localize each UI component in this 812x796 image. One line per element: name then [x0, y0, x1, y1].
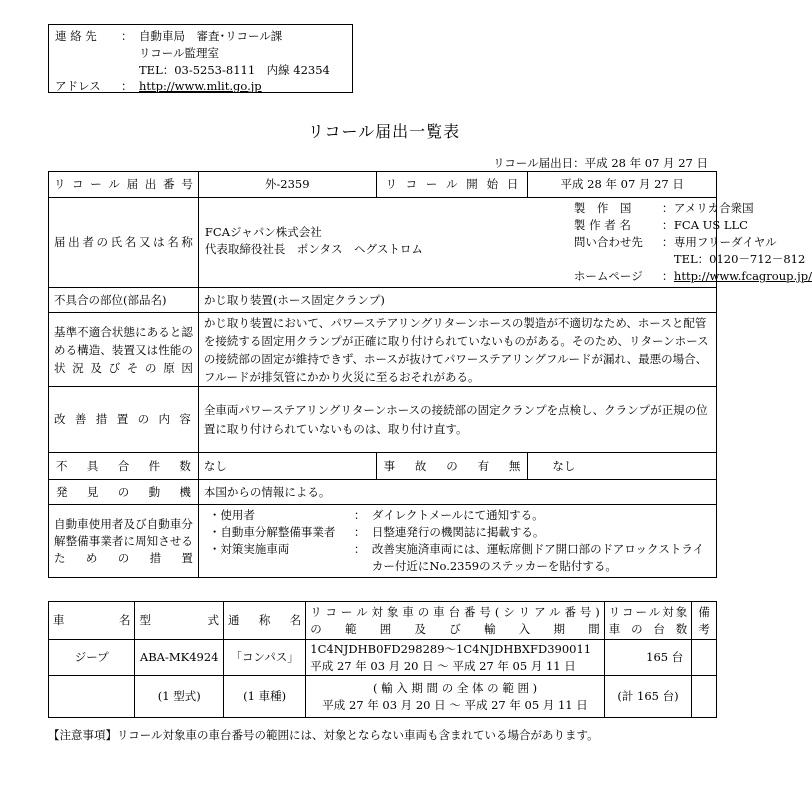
notice-text: 【注意事項】リコール対象車の車台番号の範囲には、対象とならない車両も含まれている場合があります。 — [48, 728, 599, 742]
discovery-label: 発見の動機 — [49, 480, 199, 505]
part-value: かじ取り装置(ホース固定クランプ) — [198, 288, 716, 313]
part-label: 不具合の部位(部品名) — [49, 288, 199, 313]
notify-key: ・対策実施車両 — [208, 542, 290, 556]
part-row — [49, 288, 717, 313]
number-row — [49, 172, 717, 198]
notify-key: ・自動車分解整備事業者 — [208, 525, 336, 539]
discovery-value: 本国からの情報による。 — [198, 480, 716, 505]
header-serial: リコール対象車の車台番号(シリアル番号) の 範 囲 及 び 輸 入 期 間 — [306, 602, 604, 640]
vehicle-model: ABA-MK4924 — [135, 640, 224, 676]
count-row — [49, 453, 717, 480]
notify-colon: ： — [353, 525, 366, 539]
country-label: 製 作 国 — [573, 201, 632, 215]
start-value: 平成 28 年 07 月 27 日 — [528, 172, 717, 198]
filing-date: リコール届出日：平成 28 年 07 月 27 日 — [493, 156, 708, 170]
homepage-colon: ： — [661, 269, 674, 283]
maker-info — [574, 200, 812, 285]
vehicle-row — [49, 640, 717, 676]
contact-tel: TEL：03-5253-8111 内線 42354 — [139, 63, 330, 77]
accident-value: なし — [528, 453, 717, 480]
number-value: 外-2359 — [198, 172, 376, 198]
total-range-cell — [306, 676, 604, 718]
header-common: 通 称 名 — [223, 602, 305, 640]
filer-company: FCAジャパン株式会社 — [204, 225, 322, 239]
address-label: アドレス — [55, 79, 101, 93]
total-remarks — [692, 676, 717, 718]
header-remarks: 備 考 — [692, 602, 717, 640]
inquiry-colon: ： — [661, 235, 674, 249]
notify-value: ダイレクトメールにて通知する。 — [371, 508, 544, 522]
maker-value: FCA US LLC — [673, 218, 748, 232]
maker-label: 製 作 者 名 — [573, 218, 631, 232]
contact-row — [55, 28, 282, 44]
number-label: リコール届出番号 — [49, 172, 199, 198]
inquiry-label: 問い合わせ先 — [573, 235, 643, 249]
notify-list — [209, 507, 711, 575]
total-range-label: ( 輸 入 期 間 の 全 体 の 範 囲 ) — [372, 680, 538, 695]
maker-colon: ： — [661, 218, 674, 232]
defect-count-value: なし — [198, 453, 376, 480]
contact-colon: ： — [121, 29, 133, 43]
vehicle-period: 平成 27 年 03 月 20 日 ～ 平成 27 年 05 月 11 日 — [310, 658, 576, 673]
mlit-link[interactable]: http://www.mlit.go.jp — [139, 79, 262, 93]
notify-row — [49, 505, 717, 578]
filer-rep: 代表取締役社長 ポンタス ヘグストロム — [204, 242, 423, 256]
header-count: リコール対象 車の台数 — [604, 602, 691, 640]
country-value: アメリカ合衆国 — [673, 201, 754, 215]
vehicle-common: 「コンパス」 — [223, 640, 305, 676]
notify-colon: ： — [353, 542, 366, 556]
header-model: 型 式 — [135, 602, 224, 640]
cause-label: 基準不適合状態にあると認める構造、装置又は性能の状況及びその原因 — [49, 313, 199, 387]
cause-row — [49, 313, 717, 387]
total-model: (1 型式) — [135, 676, 224, 718]
contact-office: リコール監理室 — [139, 46, 220, 60]
inquiry-value: 専用フリーダイヤル — [673, 235, 777, 249]
notify-value: 日整連発行の機関誌に掲載する。 — [371, 525, 545, 539]
country-colon: ： — [661, 201, 674, 215]
total-count: (計 165 台) — [604, 676, 691, 718]
header-name: 車 名 — [49, 602, 135, 640]
homepage-link[interactable]: http://www.fcagroup.jp/ — [673, 269, 812, 283]
address-colon: ： — [121, 79, 133, 93]
vehicle-table — [48, 601, 717, 718]
address-row — [55, 78, 262, 94]
total-row — [49, 676, 717, 718]
notify-colon: ： — [353, 508, 366, 522]
page-title: リコール届出一覧表 — [307, 122, 461, 141]
discovery-row — [49, 480, 717, 505]
filer-row — [49, 198, 717, 288]
notify-value: 改善実施済車両には、運転席側ドア開口部のドアロックストライカー付近にNo.2359のステッカーを貼付する。 — [371, 542, 705, 573]
vehicle-name: ジープ — [49, 640, 135, 676]
notify-label: 自動車使用者及び自動車分解整備事業者に周知させるための措置 — [49, 505, 199, 578]
vehicle-header-row — [49, 602, 717, 640]
total-period: 平成 27 年 03 月 20 日 ～ 平成 27 年 05 月 11 日 — [322, 697, 588, 712]
defect-count-label: 不具合件数 — [49, 453, 199, 480]
contact-dept: 自動車局 審査･リコール課 — [139, 29, 283, 43]
vehicle-count: 165 台 — [604, 640, 691, 676]
remedy-value: 全車両パワーステアリングリターンホースの接続部の固定クランプを点検し、クランプが正規の位置に取り付けられていないものは、取り付け直す。 — [198, 387, 716, 453]
filer-label: 届出者の氏名又は名称 — [49, 198, 199, 288]
recall-info-table — [48, 171, 812, 578]
homepage-label: ホームページ — [573, 269, 643, 283]
notify-key: ・使用者 — [208, 508, 255, 522]
inquiry-tel: TEL：0120－712－812 — [673, 252, 806, 266]
cause-value: かじ取り装置において、パワーステアリングリターンホースの製造が不適切なため、ホースと配管を接続する固定用クランプが正確に取り付けられていないものがある。そのため、リターンホースの接続部の固定が維持できず、ホースが抜けてパワーステアリングフルードが漏れ、最悪の場合、フルードが排気管にかかり火災に至るおそれがある。 — [198, 313, 716, 387]
total-common: (1 車種) — [223, 676, 305, 718]
filer-cell — [198, 198, 812, 288]
vehicle-serial-cell — [306, 640, 604, 676]
remedy-label: 改善措置の内容 — [49, 387, 199, 453]
accident-label: 事故の有無 — [376, 453, 528, 480]
notify-cell — [198, 505, 716, 578]
vehicle-serial: 1C4NJDHB0FD298289～1C4NJDHBXFD390011 — [310, 641, 592, 656]
remedy-row — [49, 387, 717, 453]
vehicle-remarks — [692, 640, 717, 676]
total-name — [49, 676, 135, 718]
contact-box — [48, 24, 353, 93]
start-label: リコール開始日 — [376, 172, 528, 198]
contact-label: 連 絡 先 — [55, 29, 97, 43]
